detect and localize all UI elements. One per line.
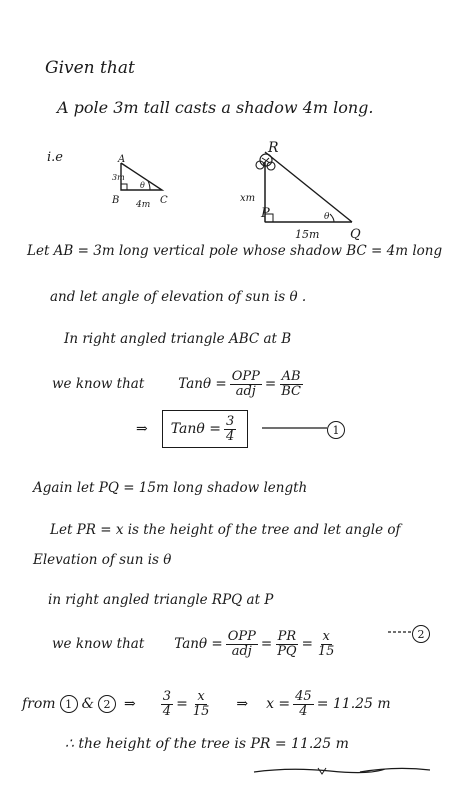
conclusion-line: ∴ the height of the tree is PR = 11.25 m [65,736,349,752]
three-fourths [224,415,236,443]
again-line-3: Elevation of sun is θ [33,552,172,568]
denominator-4b: 4 [162,703,172,719]
implies-arrow-3: ⇒ [236,696,249,713]
triangle-abc-heading: In right angled triangle ABC at B [64,331,292,347]
equals-sign-4: = [176,696,188,713]
result-value: = 11.25 m [316,696,391,713]
adj-label-2: adj [231,643,252,659]
bc-label: BC [281,383,301,399]
result-1 [136,410,248,448]
label-p: P [261,206,270,221]
implies-arrow-2: ⇒ [124,696,136,713]
numerator-3: 3 [225,414,235,429]
label-c: C [160,195,168,206]
label-a: A [118,154,126,165]
triangle-rpq-heading: in right angled triangle RPQ at P [48,592,274,608]
opp-adj-fraction [230,370,262,398]
label-q: Q [350,227,361,242]
label-theta-1: θ [140,181,145,190]
tan-theta-label-2: Tanθ = [174,636,223,653]
x-label-2: x [197,689,205,704]
equation-tag-2 [412,624,430,643]
opp-adj-fraction-2 [226,630,258,658]
equals-sign-3: = [301,636,313,653]
ab-label: AB [281,369,301,384]
fifteen-label: 15 [317,643,335,659]
tan-theta-label: Tanθ = [178,376,227,393]
again-line-2: Let PR = x is the height of the tree and let angle of [50,522,401,538]
again-line-1: Again let PQ = 15m long shadow length [33,480,308,496]
circled-1: 1 [327,421,345,439]
adj-label: adj [235,383,256,399]
definition-line-2: and let angle of elevation of sun is θ . [50,289,307,305]
label-15m: 15m [295,228,320,241]
fortyfive-fourths [293,690,314,718]
circled-1-ref: 1 [60,695,78,713]
equation-tag-1 [327,420,345,439]
pr-pq-fraction [275,630,298,658]
pr-label: PR [277,629,297,644]
label-3m: 3m [112,173,125,182]
implies-arrow-1: ⇒ [136,421,148,438]
opp-label: OPP [231,369,260,384]
ie-label: i.e [47,150,63,165]
x-equals: x = [266,696,291,713]
we-know-label-2: we know that [52,636,145,653]
label-theta-2: θ [324,212,330,222]
pq-label: PQ [277,643,297,659]
tan-theta-result: Tanθ = [170,421,221,438]
denominator-4: 4 [225,428,235,444]
label-r: R [268,140,279,156]
numerator-45: 45 [295,689,312,704]
end-line-2 [360,768,430,772]
definition-line-1: Let AB = 3m long vertical pole whose shadow BC = 4m long [27,243,443,259]
given-title: Given that [45,58,135,78]
tan-formula-1 [52,370,306,398]
numerator-3b: 3 [162,689,172,704]
denominator-4c: 4 [299,703,308,719]
triangle-abc-figure [111,154,168,210]
boxed-result [162,410,249,448]
x-over-15-fraction [316,630,337,658]
ab-bc-fraction [279,370,303,398]
fifteen-label-2: 15 [192,703,210,719]
final-computation [22,690,391,718]
x-label: x [322,629,330,644]
label-xm: xm [240,193,256,204]
problem-statement: A pole 3m tall casts a shadow 4m long. [57,98,374,117]
tan-formula-2 [52,630,339,658]
ampersand: & [81,696,95,713]
circled-2: 2 [412,625,430,643]
three-fourths-2 [161,690,173,718]
we-know-label: we know that [52,376,145,393]
opp-label-2: OPP [227,629,256,644]
equals-sign-2: = [260,636,273,653]
x-over-15-fraction-2 [191,690,212,718]
label-b: B [112,195,120,206]
label-4m: 4m [136,200,151,210]
equals-sign: = [264,376,277,393]
circled-2-ref: 2 [98,695,116,713]
from-label: from [22,696,56,713]
triangle-rpq-figure [240,140,361,242]
